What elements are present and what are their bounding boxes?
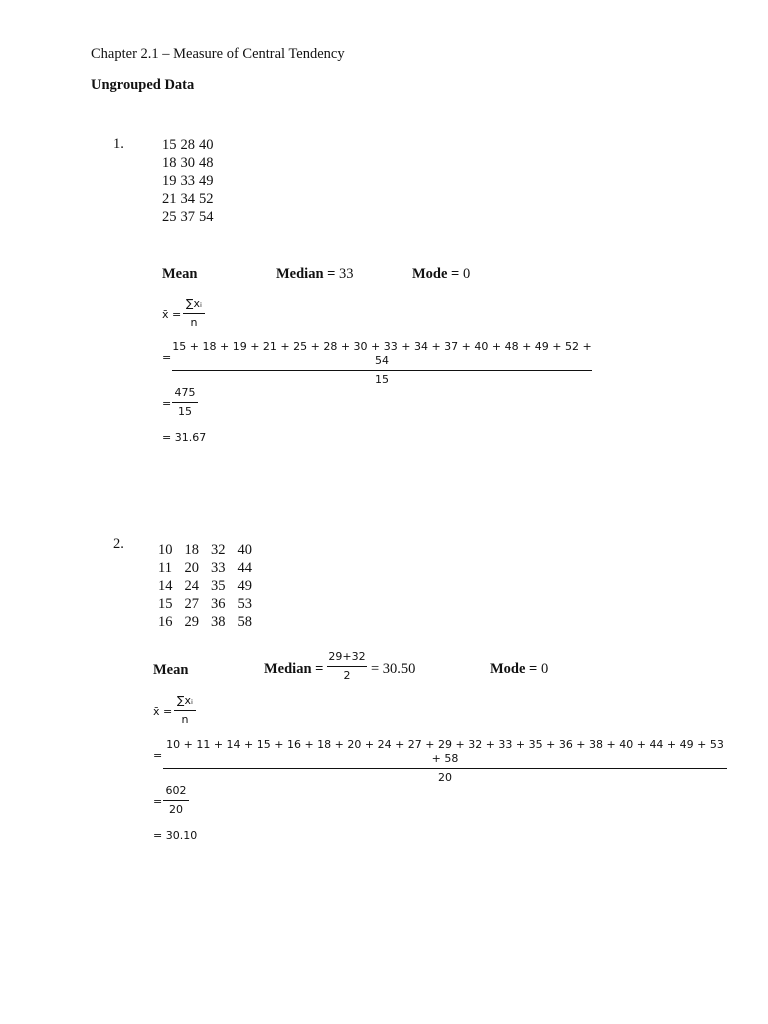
median-fraction [327,650,367,683]
fraction-numerator: 10 + 11 + 14 + 15 + 16 + 18 + 20 + 24 + 27 + 29 + 32 + 33 + 35 + 36 + 38 + 40 + 44 + 49 + 53 + 58 [166,738,724,765]
table-row [162,172,218,190]
total-fraction [163,784,189,817]
problem-number: 2. [113,536,124,552]
table-cell: 30 [180,155,195,171]
table-cell: 10 [158,542,173,558]
table-cell: 53 [237,596,252,612]
table-cell: 33 [211,560,226,576]
problem-number: 1. [113,136,124,152]
fraction-bar [172,402,198,403]
table-cell: 49 [199,173,214,189]
table-row [162,154,218,172]
mode-line [412,266,470,283]
table-cell: 32 [211,542,226,558]
sum-fraction [163,738,727,785]
table-cell: 15 [162,137,177,153]
mode-value: 0 [540,661,549,677]
table-row [158,595,256,613]
median-label: Median = [264,661,324,677]
table-row [158,613,256,631]
table-cell: 18 [184,542,199,558]
formula-lhs: x̄ = [153,705,173,718]
table-cell: 44 [237,560,252,576]
fraction-bar [174,710,196,711]
fraction-denominator: 2 [343,669,351,682]
mean-result: = 30.10 [153,829,198,842]
median-label: Median = [276,266,336,282]
fraction-denominator: 20 [438,771,452,784]
table-cell: 38 [211,614,226,630]
mean-result: = 31.67 [162,431,207,444]
mode-label: Mode = [412,266,460,282]
median-value: = 30.50 [371,661,416,677]
table-cell: 35 [211,578,226,594]
sum-fraction [172,340,592,387]
table-row [158,577,256,595]
table-cell: 54 [199,209,214,225]
equals-sign: = [162,397,172,410]
data-table [158,541,256,631]
table-cell: 40 [199,137,214,153]
table-cell: 21 [162,191,177,207]
fraction-bar [163,800,189,801]
table-cell: 27 [184,596,199,612]
fraction-bar [327,666,367,667]
equals-sign: = [153,749,163,762]
fraction-numerator: ∑xᵢ [177,694,193,707]
fraction-numerator: 29+32 [328,650,366,663]
fraction-denominator: 15 [178,405,192,418]
table-cell: 15 [158,596,173,612]
mode-label: Mode = [490,661,538,677]
total-fraction [172,386,198,419]
formula-fraction [183,297,205,330]
fraction-denominator: n [190,316,198,329]
table-cell: 20 [184,560,199,576]
fraction-denominator: 15 [375,373,389,386]
table-row [158,559,256,577]
table-cell: 58 [237,614,252,630]
data-table [162,136,218,226]
section-heading: Ungrouped Data [91,77,195,93]
fraction-bar [163,768,727,769]
table-cell: 52 [199,191,214,207]
table-cell: 37 [180,209,195,225]
fraction-bar [183,313,205,314]
table-cell: 33 [180,173,195,189]
table-cell: 16 [158,614,173,630]
table-row [158,541,256,559]
fraction-denominator: n [181,713,189,726]
fraction-bar [172,370,592,371]
table-cell: 25 [162,209,177,225]
mode-line [490,661,548,678]
formula-lhs: x̄ = [162,308,182,321]
mode-value: 0 [462,266,471,282]
table-row [162,190,218,208]
formula-fraction [174,694,196,727]
fraction-numerator: 15 + 18 + 19 + 21 + 25 + 28 + 30 + 33 + 34 + 37 + 40 + 48 + 49 + 52 + 54 [172,340,592,367]
median-value: 33 [339,266,354,282]
table-cell: 28 [180,137,195,153]
table-cell: 34 [180,191,195,207]
equals-sign: = [153,795,163,808]
mean-label: Mean [153,662,189,678]
page-title: Chapter 2.1 – Measure of Central Tendency [91,46,345,62]
mean-label: Mean [162,266,198,282]
table-cell: 36 [211,596,226,612]
fraction-numerator: ∑xᵢ [186,297,202,310]
fraction-denominator: 20 [169,803,183,816]
table-cell: 18 [162,155,177,171]
table-cell: 49 [237,578,252,594]
table-cell: 29 [184,614,199,630]
median-line [276,266,354,283]
equals-sign: = [162,351,172,364]
table-cell: 24 [184,578,199,594]
table-row [162,136,218,154]
fraction-numerator: 602 [165,784,187,797]
table-cell: 19 [162,173,177,189]
table-row [162,208,218,226]
table-cell: 48 [199,155,214,171]
table-cell: 11 [158,560,172,576]
table-cell: 14 [158,578,173,594]
fraction-numerator: 475 [174,386,196,399]
table-cell: 40 [237,542,252,558]
